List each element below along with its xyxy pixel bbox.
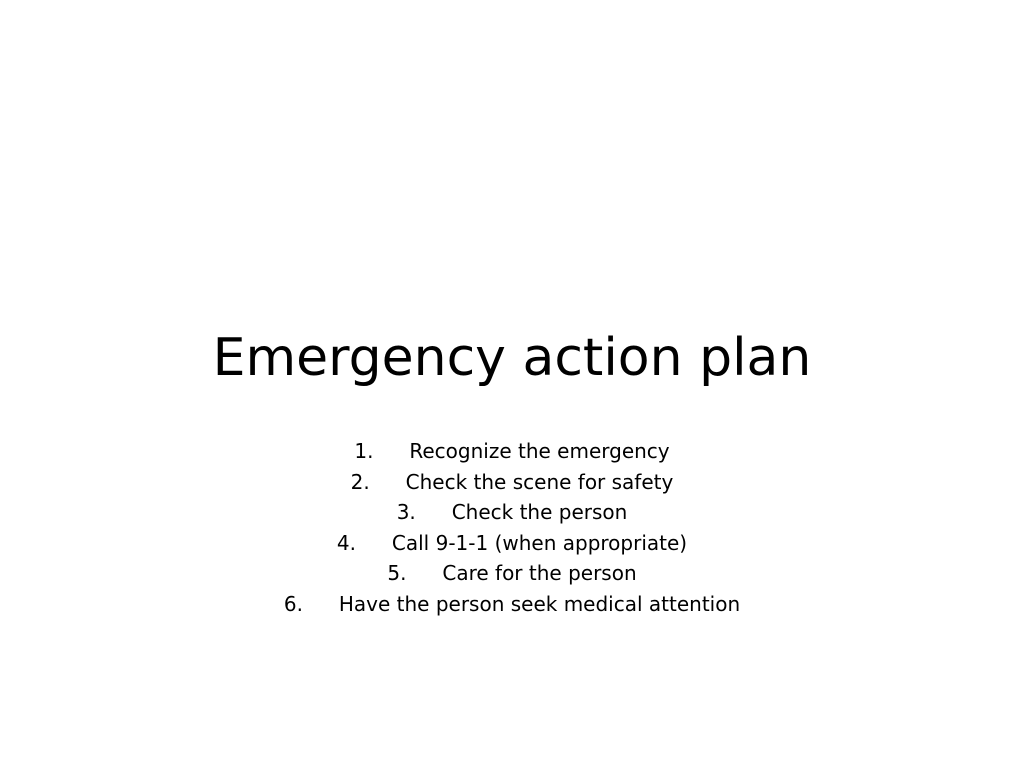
list-item <box>0 558 1024 589</box>
list-item <box>0 589 1024 620</box>
step-text: Call 9-1-1 (when appropriate) <box>391 530 688 555</box>
step-text: Recognize the emergency <box>409 439 670 463</box>
step-number: 6. <box>283 591 303 616</box>
step-number: 3. <box>396 500 416 525</box>
step-text: Check the person <box>451 500 628 525</box>
step-number: 2. <box>350 469 370 494</box>
steps-list <box>0 436 1024 620</box>
step-number: 1. <box>354 439 374 463</box>
step-number: 5. <box>387 561 407 586</box>
list-item <box>0 528 1024 559</box>
list-item <box>0 497 1024 528</box>
step-number: 4. <box>336 530 356 555</box>
list-item <box>0 436 1024 467</box>
step-text: Have the person seek medical attention <box>338 591 741 616</box>
step-text: Care for the person <box>442 561 637 586</box>
list-item <box>0 467 1024 498</box>
step-text: Check the scene for safety <box>405 469 674 494</box>
slide-title: Emergency action plan <box>212 327 812 388</box>
